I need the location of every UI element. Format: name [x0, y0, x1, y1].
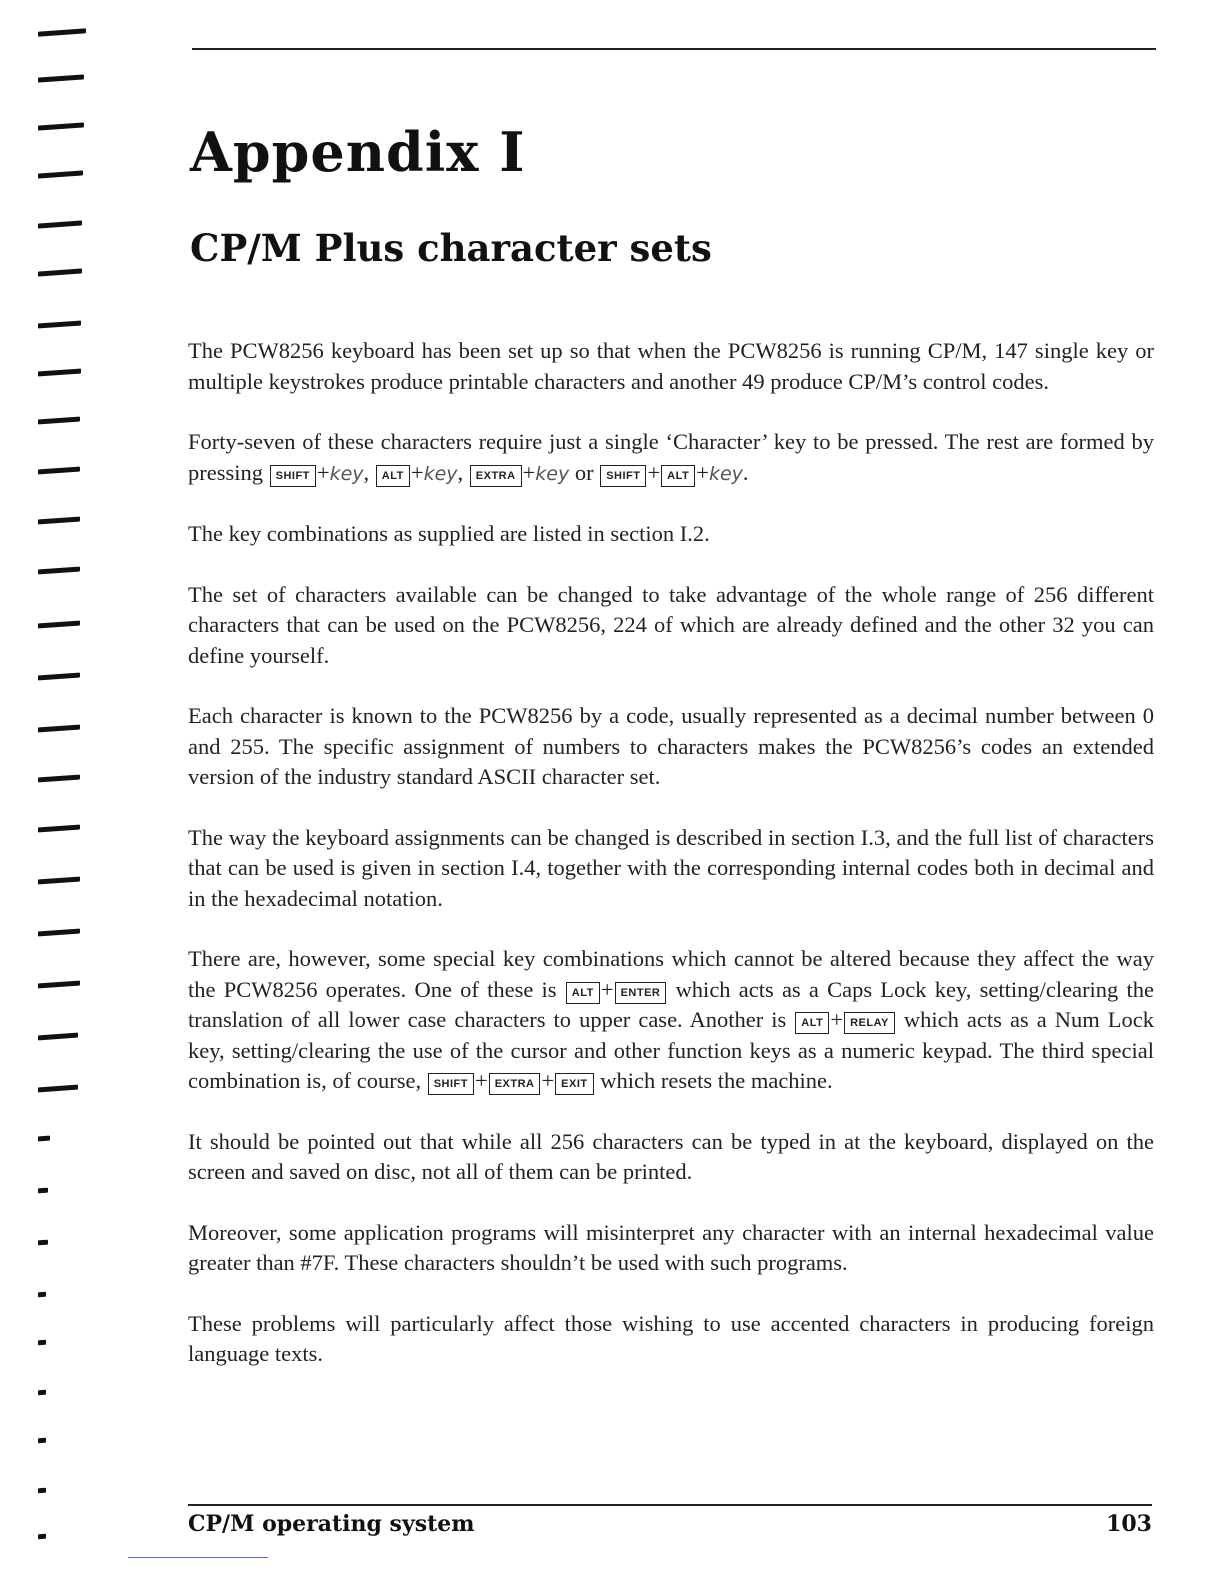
- bottom-rule: [188, 1504, 1152, 1506]
- binding-mark: [38, 981, 80, 989]
- binding-mark: [38, 1240, 48, 1246]
- paragraph: The way the keyboard assignments can be changed is described in section I.3, and the full list of characters that can be used is given in section I.4, together with the corresponding internal codes both in decimal and in the hexadecimal notation.: [188, 824, 1154, 911]
- binding-mark: [38, 320, 81, 328]
- extra-key: EXTRA: [470, 465, 522, 487]
- shift-key: SHIFT: [600, 465, 646, 487]
- key-word: key: [708, 462, 743, 485]
- binding-mark: [38, 467, 80, 475]
- key-word: key: [423, 462, 458, 485]
- binding-mark: [38, 567, 80, 575]
- binding-mark: [38, 1488, 46, 1494]
- paragraph-text: or: [574, 459, 594, 485]
- paragraph: The set of characters available can be changed to take advantage of the whole range of 256 different characters that can be used on the PCW8256, 224 of which are already defined and the other 32 you can define yourself.: [188, 581, 1154, 668]
- binding-mark: [38, 775, 80, 783]
- paragraph-text: Forty-seven of these characters require just a single ‘Character’ key to be pressed. The rest are formed by pressing: [188, 429, 1154, 485]
- binding-mark: [38, 1136, 50, 1142]
- body-text: [188, 336, 1154, 1400]
- binding-mark: [38, 877, 80, 885]
- paragraph: Moreover, some application programs will misinterpret any character with an internal hexadecimal value greater than #7F. These characters shouldn’t be used with such programs.: [188, 1219, 1154, 1275]
- binding-mark: [38, 1390, 46, 1396]
- paragraph: The key combinations as supplied are listed in section I.2.: [188, 521, 710, 546]
- binding-mark: [38, 1033, 78, 1041]
- paragraph-text: There are, however, some special key combinations which cannot be altered because they affect the way the PCW8256 operates. One of these is: [188, 946, 1154, 1002]
- binding-edge: [0, 0, 110, 1584]
- binding-mark: [38, 621, 80, 629]
- binding-mark: [38, 825, 80, 833]
- binding-mark: [38, 74, 84, 82]
- top-rule: [192, 48, 1156, 50]
- binding-mark: [38, 1438, 46, 1444]
- alt-key: ALT: [661, 465, 695, 487]
- binding-mark: [38, 368, 81, 376]
- binding-mark: [38, 725, 80, 733]
- alt-key: ALT: [795, 1012, 829, 1034]
- exit-key: EXIT: [555, 1073, 593, 1095]
- footer-section-title: CP/M operating system: [188, 1511, 475, 1537]
- paragraph: Each character is known to the PCW8256 by a code, usually represented as a decimal number between 0 and 255. The specific assignment of numbers to characters makes the PCW8256’s codes an extended version of the industry standard ASCII character set.: [188, 703, 1154, 789]
- paragraph: These problems will particularly affect those wishing to use accented characters in producing foreign language texts.: [188, 1310, 1154, 1366]
- paragraph: The PCW8256 keyboard has been set up so that when the PCW8256 is running CP/M, 147 single key or multiple keystrokes produce printable characters and another 49 produce CP/M’s control codes.: [188, 338, 1154, 394]
- paragraph-text: which resets the machine.: [600, 1068, 833, 1093]
- binding-mark: [38, 170, 83, 178]
- alt-key: ALT: [566, 982, 600, 1004]
- paragraph-text: which acts as a Num Lock key, setting/clearing the use of the cursor and other function keys as a numeric keypad. The third special combination is, of course,: [188, 1007, 1155, 1093]
- binding-mark: [38, 1292, 46, 1298]
- binding-mark: [38, 122, 84, 130]
- binding-mark: [38, 28, 86, 36]
- shift-key: SHIFT: [270, 465, 316, 487]
- binding-mark: [38, 517, 80, 525]
- binding-mark: [38, 929, 80, 937]
- paragraph: Forty-seven of these characters require just a single ‘Character’ key to be pressed. The rest are formed by pressing SHIFT +key, ALT +key, EXTRA +key or SHIFT + ALT +key.: [188, 429, 1154, 485]
- binding-mark: [38, 268, 82, 276]
- alt-key: ALT: [376, 465, 410, 487]
- enter-key: ENTER: [615, 982, 667, 1004]
- binding-mark: [38, 1534, 46, 1540]
- extra-key: EXTRA: [489, 1073, 541, 1095]
- key-word: key: [329, 462, 364, 485]
- binding-mark: [38, 417, 80, 425]
- paragraph-text: which acts as a Caps Lock key, setting/clearing the translation of all lower case characters to upper case. Another is: [188, 976, 1155, 1032]
- binding-mark: [38, 673, 80, 681]
- page-number: 103: [1106, 1511, 1152, 1537]
- binding-mark: [38, 1340, 46, 1346]
- key-word: key: [535, 462, 570, 485]
- relay-key: RELAY: [844, 1012, 895, 1034]
- paragraph: It should be pointed out that while all 256 characters can be typed in at the keyboard, displayed on the screen and saved on disc, not all of them can be printed.: [188, 1128, 1154, 1184]
- page-subtitle: CP/M Plus character sets: [190, 226, 712, 270]
- shift-key: SHIFT: [428, 1073, 474, 1095]
- binding-mark: [38, 1085, 78, 1093]
- binding-mark: [38, 220, 82, 228]
- binding-mark: [38, 1188, 48, 1194]
- page-title: Appendix I: [190, 120, 526, 184]
- scan-artifact-line: [128, 1557, 268, 1558]
- paragraph: There are, however, some special key combinations which cannot be altered because they affect the way the PCW8256 operates. One of these is ALT + ENTER which acts as a Caps Lock key, setting/clearing the translation of all lower case characters to upper case. Another is ALT + RELAY which acts as a Num Lock key, setting/clearing the use of the cursor and other function keys as a numeric keypad. The third special combination is, of course, SHIFT + EXTRA + EXIT which resets the machine.: [188, 946, 1155, 1093]
